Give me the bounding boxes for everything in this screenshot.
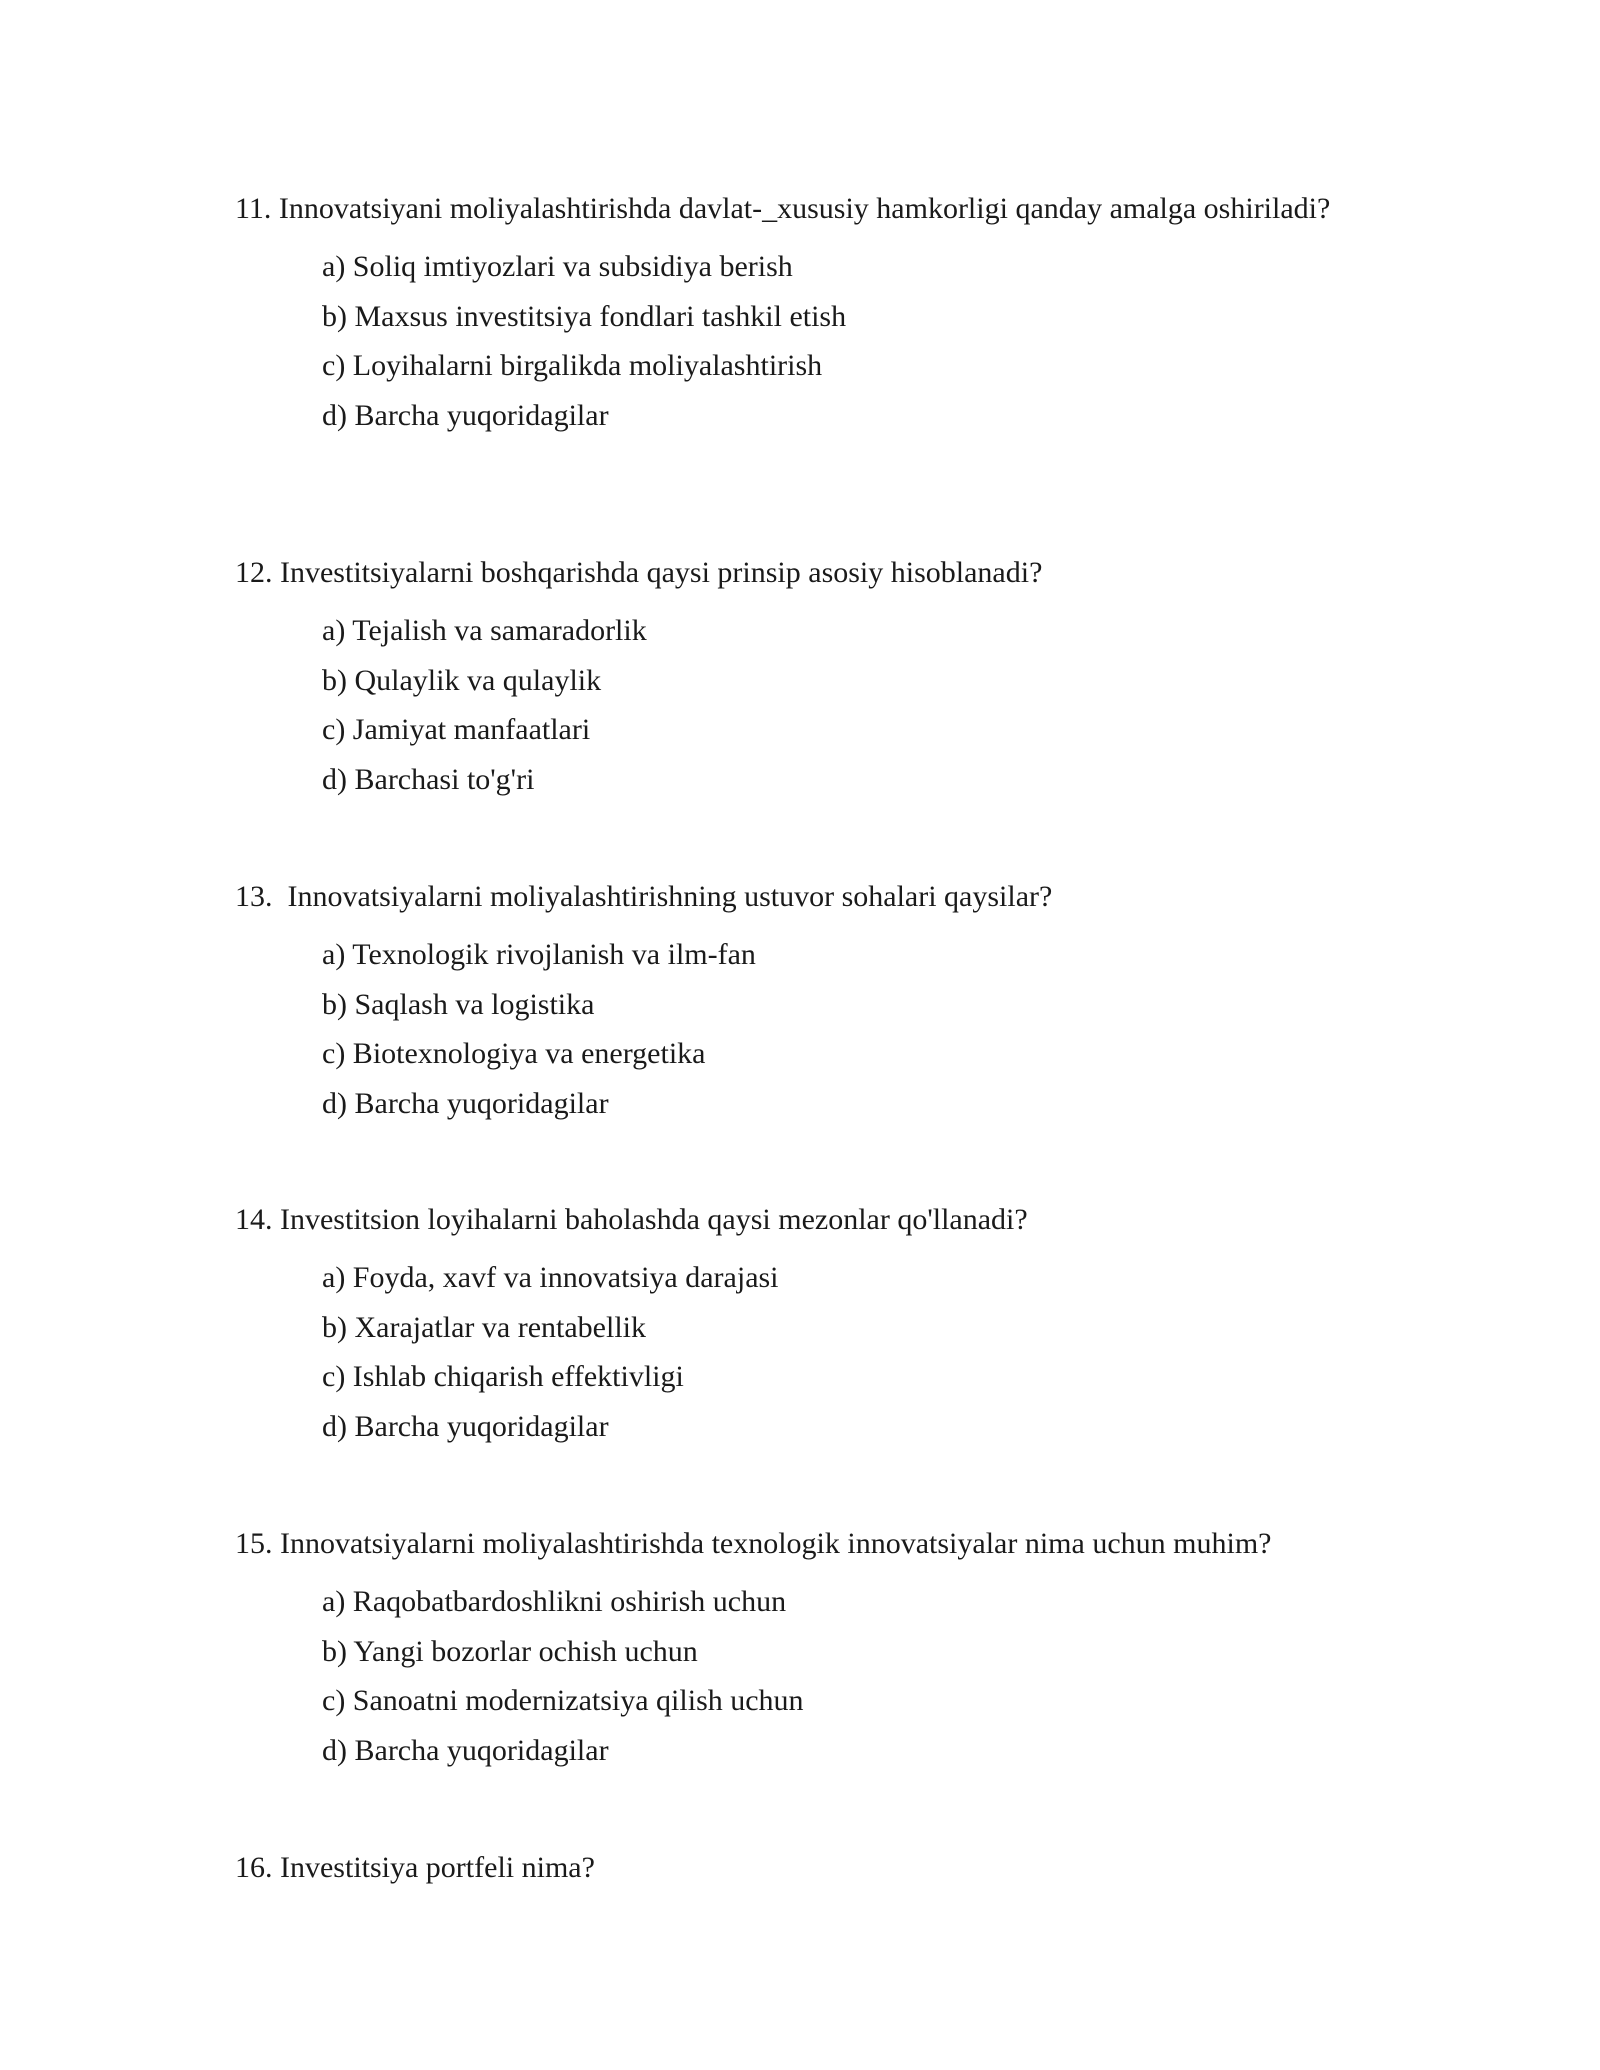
question-15 <box>235 1524 1355 1775</box>
question-12 <box>235 553 1355 804</box>
option-b: b) Qulaylik va qulaylik <box>322 663 602 697</box>
option-list <box>235 242 1355 440</box>
option-c: c) Biotexnologiya va energetika <box>322 1037 706 1070</box>
option-list <box>235 1577 1355 1775</box>
question-13 <box>235 877 1355 1128</box>
option-list <box>235 606 1355 804</box>
question-text: 11. Innovatsiyani moliyalashtirishda davlat-_xususiy hamkorligi qanday amalga oshiriladi? <box>235 192 1331 225</box>
question-14 <box>235 1200 1355 1451</box>
question-text: 15. Innovatsiyalarni moliyalashtirishda texnologik innovatsiyalar nima uchun muhim? <box>235 1527 1272 1560</box>
option-a: a) Raqobatbardoshlikni oshirish uchun <box>322 1585 787 1618</box>
question-11 <box>235 189 1355 440</box>
option-a: a) Soliq imtiyozlari va subsidiya berish <box>322 250 793 283</box>
option-c: c) Loyihalarni birgalikda moliyalashtirish <box>322 349 823 382</box>
question-text: 14. Investitsion loyihalarni baholashda qaysi mezonlar qo'llanadi? <box>235 1203 1028 1236</box>
option-d: d) Barcha yuqoridagilar <box>322 1409 609 1443</box>
option-list <box>235 930 1355 1128</box>
option-a: a) Texnologik rivojlanish va ilm-fan <box>322 938 756 971</box>
option-d: d) Barcha yuqoridagilar <box>322 398 609 432</box>
question-text: 12. Investitsiyalarni boshqarishda qaysi prinsip asosiy hisoblanadi? <box>235 556 1043 589</box>
option-a: a) Foyda, xavf va innovatsiya darajasi <box>322 1261 779 1294</box>
option-d: d) Barchasi to'g'ri <box>322 762 535 796</box>
option-c: c) Ishlab chiqarish effektivligi <box>322 1360 684 1393</box>
option-a: a) Tejalish va samaradorlik <box>322 614 647 647</box>
option-d: d) Barcha yuqoridagilar <box>322 1733 609 1767</box>
option-b: b) Xarajatlar va rentabellik <box>322 1310 646 1344</box>
option-d: d) Barcha yuqoridagilar <box>322 1086 609 1120</box>
option-list <box>235 1253 1355 1451</box>
question-text: 16. Investitsiya portfeli nima? <box>235 1851 595 1884</box>
option-c: c) Sanoatni modernizatsiya qilish uchun <box>322 1684 804 1717</box>
question-16 <box>235 1848 1355 1887</box>
question-text: 13. Innovatsiyalarni moliyalashtirishning ustuvor sohalari qaysilar? <box>235 880 1053 913</box>
option-b: b) Saqlash va logistika <box>322 987 595 1021</box>
option-c: c) Jamiyat manfaatlari <box>322 713 591 746</box>
option-b: b) Yangi bozorlar ochish uchun <box>322 1634 698 1668</box>
option-b: b) Maxsus investitsiya fondlari tashkil etish <box>322 299 847 333</box>
